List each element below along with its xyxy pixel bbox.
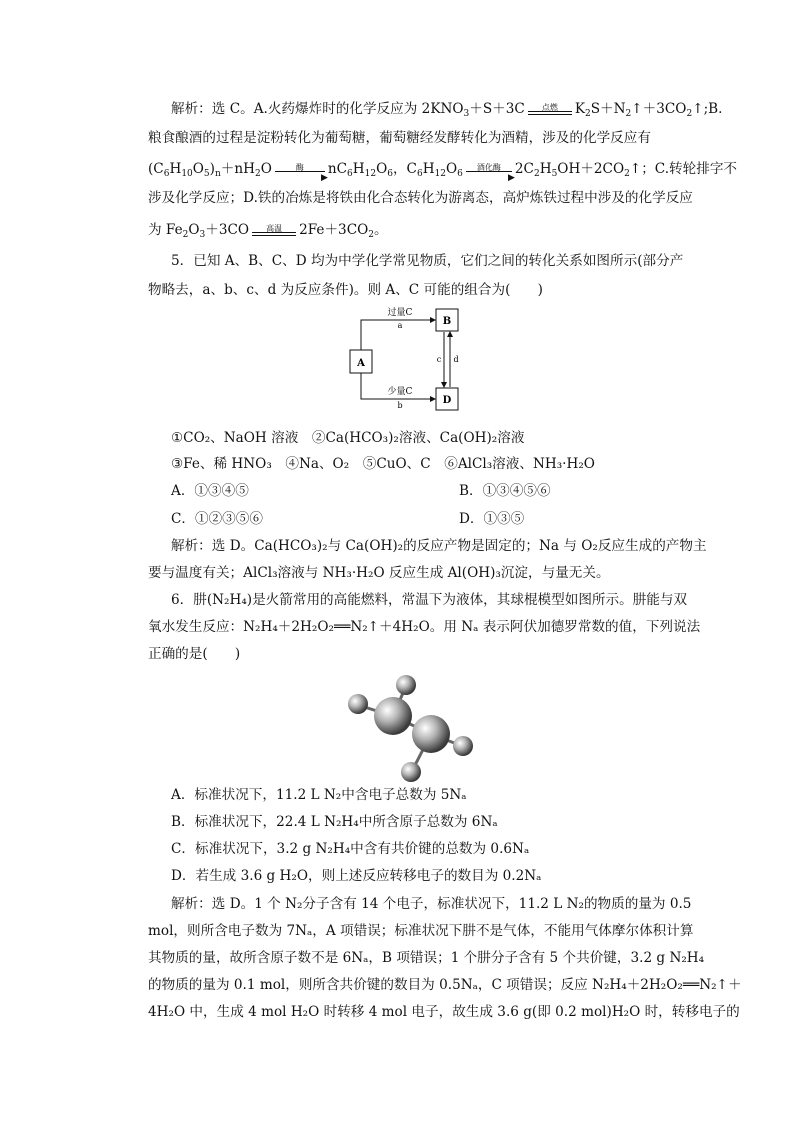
q5-transformation-diagram: [345, 302, 470, 414]
hydrogen-atom: [396, 675, 416, 695]
analysis4-line1: 解析：选 C。A.火药爆炸时的化学反应为 $2KNO_3+S+3C$ 点燃 $K_2S+N_2↑+3CO_2↑;B$.: [171, 101, 723, 119]
analysis4-line2: 粮食酿酒的过程是淀粉转化为葡萄糖，葡萄糖经发酵转化为酒精，涉及的化学反应有: [148, 130, 651, 146]
hydrogen-atom: [348, 694, 368, 714]
analysis4-line5: 为 $Fe_2O_3+3CO$ 高温 $2Fe+3CO_2$。: [148, 222, 388, 240]
nitrogen-atom: [412, 715, 450, 753]
hydrogen-atom: [401, 762, 421, 782]
hydrazine-ball-stick-model: [338, 668, 488, 783]
q6-answer-line2: mol，则所含电子数为 7Nₐ，A 项错误；标准状况下肼不是气体，不能用气体摩尔体积计算: [148, 923, 694, 939]
q5-option-c[interactable]: C．①②③⑤⑥: [171, 511, 263, 527]
bottom-arrow-cond: b: [397, 401, 403, 410]
q6-answer-line1: 解析：选 D。1 个 N₂分子含有 14 个电子，标准状况下，11.2 L N₂的物质的量为 0.5: [171, 896, 692, 912]
q5-combo-line2: ③Fe、稀 HNO₃ ④Na、O₂ ⑤CuO、C ⑥AlCl₃溶液、NH₃·H₂O: [171, 456, 595, 472]
q5-stem-line2: 物略去，a、b、c、d 为反应条件)。则 A、C 可能的组合为( ): [148, 282, 543, 298]
node-a-label: A: [357, 358, 365, 369]
q5-option-a[interactable]: A．①③④⑤: [171, 483, 249, 499]
node-d-label: D: [442, 395, 452, 406]
q5-answer-line2: 要与温度有关；AlCl₃溶液与 NH₃·H₂O 反应生成 Al(OH)₃沉淀，与量无关。: [148, 565, 610, 581]
node-b-label: B: [442, 316, 452, 327]
q6-stem-line3: 正确的是( ): [148, 646, 241, 662]
top-arrow-cond: a: [397, 321, 403, 330]
q6-stem-line2: 氧水发生反应：N₂H₄＋2H₂O₂══N₂↑＋4H₂O。用 Nₐ 表示阿伏加德罗常数的值，下列说法: [148, 619, 701, 635]
q5-combo-line1: ①CO₂、NaOH 溶液 ②Ca(HCO₃)₂溶液、Ca(OH)₂溶液: [171, 430, 525, 446]
reaction-arrow-ignite: 点燃: [528, 101, 572, 119]
q6-option-a[interactable]: A．标准状况下，11.2 L N₂中含电子总数为 5Nₐ: [171, 787, 467, 803]
q6-answer-line3: 其物质的量，故所含原子数不是 6Nₐ，B 项错误；1 个肼分子含有 5 个共价键，3.2 g N₂H₄: [148, 950, 705, 966]
q5-answer-line1: 解析：选 D。Ca(HCO₃)₂与 Ca(OH)₂的反应产物是固定的；Na 与 O₂反应生成的产物主: [171, 538, 707, 554]
q5-option-d[interactable]: D．①③⑤: [459, 511, 525, 527]
q6-answer-line5: 4H₂O 中，生成 4 mol H₂O 时转移 4 mol 电子，故生成 3.6 g(即 0.2 mol)H₂O 时，转移电子的: [148, 1004, 740, 1020]
q5-stem-line1: 5．已知 A、B、C、D 均为中学化学常见物质，它们之间的转化关系如图所示(部分产: [171, 253, 684, 269]
bottom-arrow-label: 少量C: [387, 387, 413, 397]
top-arrow-label: 过量C: [387, 308, 413, 318]
cond-d-label: d: [453, 355, 459, 364]
q6-stem-line1: 6．肼(N₂H₄)是火箭常用的高能燃料，常温下为液体，其球棍模型如图所示。肼能与双: [171, 592, 688, 608]
analysis4-line3: $(C_6H_{10}O_5)_n+nH_2O$ 酶 ▶ $nC_6H_{12}O_6$，$C_6H_{12}O_6$ 酒化酶 ▶ $2C_2H_5OH+2CO_2↑$；C.转轮排字不: [148, 161, 738, 183]
reaction-arrow-enzyme: 酶 ▶: [275, 161, 325, 179]
q6-option-b[interactable]: B．标准状况下，22.4 L N₂H₄中所含原子总数为 6Nₐ: [171, 814, 498, 830]
reaction-arrow-wine-enzyme: 酒化酶 ▶: [466, 161, 512, 179]
q6-option-d[interactable]: D．若生成 3.6 g H₂O，则上述反应转移电子的数目为 0.2Nₐ: [171, 868, 542, 884]
nitrogen-atom: [374, 697, 412, 735]
analysis4-line4: 涉及化学反应；D.铁的冶炼是将铁由化合态转化为游离态，高炉炼铁过程中涉及的化学反应: [148, 190, 693, 206]
q6-option-c[interactable]: C．标准状况下，3.2 g N₂H₄中含有共价键的总数为 0.6Nₐ: [171, 841, 530, 857]
hydrogen-atom: [453, 736, 473, 756]
cond-c-label: c: [436, 355, 442, 364]
q5-option-b[interactable]: B．①③④⑤⑥: [459, 483, 551, 499]
q6-answer-line4: 的物质的量为 0.1 mol，则所含共价键的数目为 0.5Nₐ，C 项错误；反应 N₂H₄＋2H₂O₂══N₂↑＋: [148, 977, 742, 993]
reaction-arrow-high-temp: 高温: [252, 222, 296, 240]
